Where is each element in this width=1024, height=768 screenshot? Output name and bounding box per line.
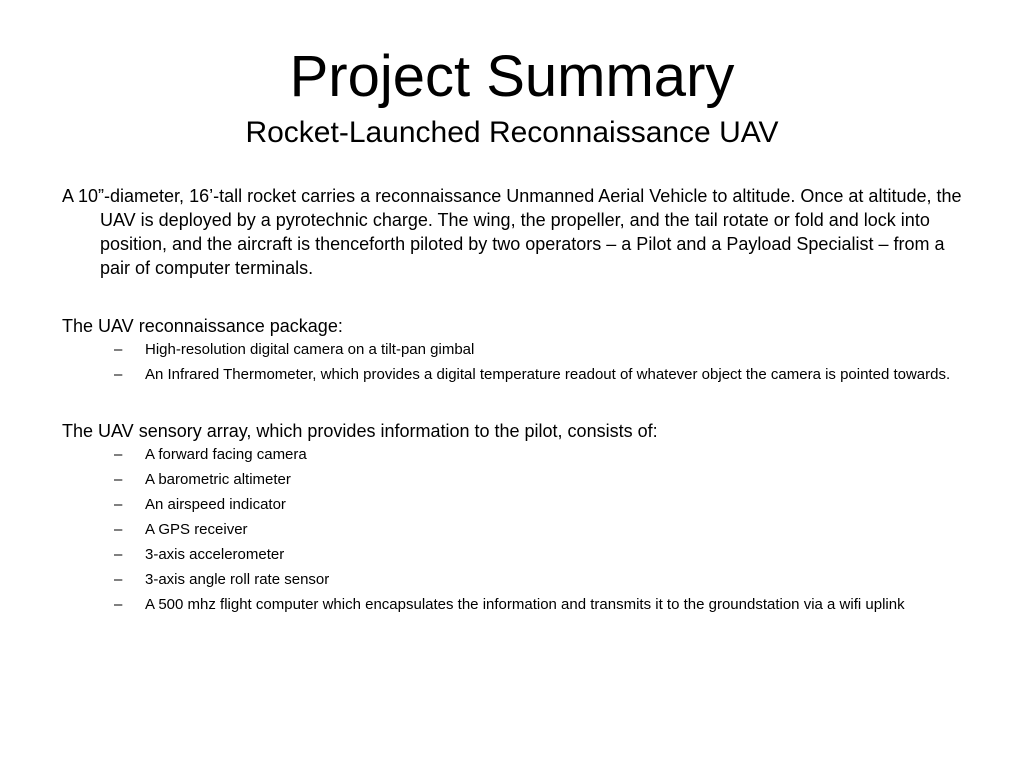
list-item xyxy=(62,545,965,565)
list-item-text: A forward facing camera xyxy=(145,446,307,463)
list-item xyxy=(62,340,965,360)
list-item xyxy=(62,520,965,540)
dash-bullet: – xyxy=(114,571,123,588)
list-item xyxy=(62,445,965,465)
list-item xyxy=(62,495,965,515)
sensors-list xyxy=(62,445,972,615)
list-item-text: A barometric altimeter xyxy=(145,471,291,488)
list-item-text: A GPS receiver xyxy=(145,521,248,538)
list-item-text: High-resolution digital camera on a tilt-pan gimbal xyxy=(145,341,475,358)
sensors-section xyxy=(62,419,972,615)
sensors-heading: The UAV sensory array, which provides information to the pilot, consists of: xyxy=(62,421,658,441)
dash-bullet: – xyxy=(114,596,123,613)
slide-subtitle: Rocket-Launched Reconnaissance UAV xyxy=(245,116,779,149)
list-item-text: An airspeed indicator xyxy=(145,496,286,513)
list-item xyxy=(62,470,965,490)
slide-body xyxy=(62,184,972,649)
list-item-text: An Infrared Thermometer, which provides a digital temperature readout of whatever object the camera is pointed towards. xyxy=(145,366,951,383)
list-item-text: 3-axis angle roll rate sensor xyxy=(145,571,330,588)
package-heading: The UAV reconnaissance package: xyxy=(62,316,343,336)
dash-bullet: – xyxy=(114,496,123,513)
dash-bullet: – xyxy=(114,546,123,563)
dash-bullet: – xyxy=(114,341,123,358)
list-item xyxy=(62,570,965,590)
intro-paragraph: A 10”-diameter, 16’-tall rocket carries a reconnaissance Unmanned Aerial Vehicle to altitude. Once at altitude, the UAV is deployed by a pyrotechnic charge. The wing, the propeller, and the tail rotate or fold and lock into position, and the aircraft is thenceforth piloted by two operators – a Pilot and a Payload Specialist – from a pair of computer terminals. xyxy=(62,186,962,278)
list-item-text: A 500 mhz flight computer which encapsulates the information and transmits it to the groundstation via a wifi uplink xyxy=(145,596,905,613)
list-item-text: 3-axis accelerometer xyxy=(145,546,285,563)
package-section xyxy=(62,314,972,385)
package-list xyxy=(62,340,972,385)
dash-bullet: – xyxy=(114,366,123,383)
slide-title: Project Summary xyxy=(289,44,735,109)
list-item xyxy=(62,595,965,615)
dash-bullet: – xyxy=(114,471,123,488)
dash-bullet: – xyxy=(114,446,123,463)
dash-bullet: – xyxy=(114,521,123,538)
list-item xyxy=(62,365,965,385)
